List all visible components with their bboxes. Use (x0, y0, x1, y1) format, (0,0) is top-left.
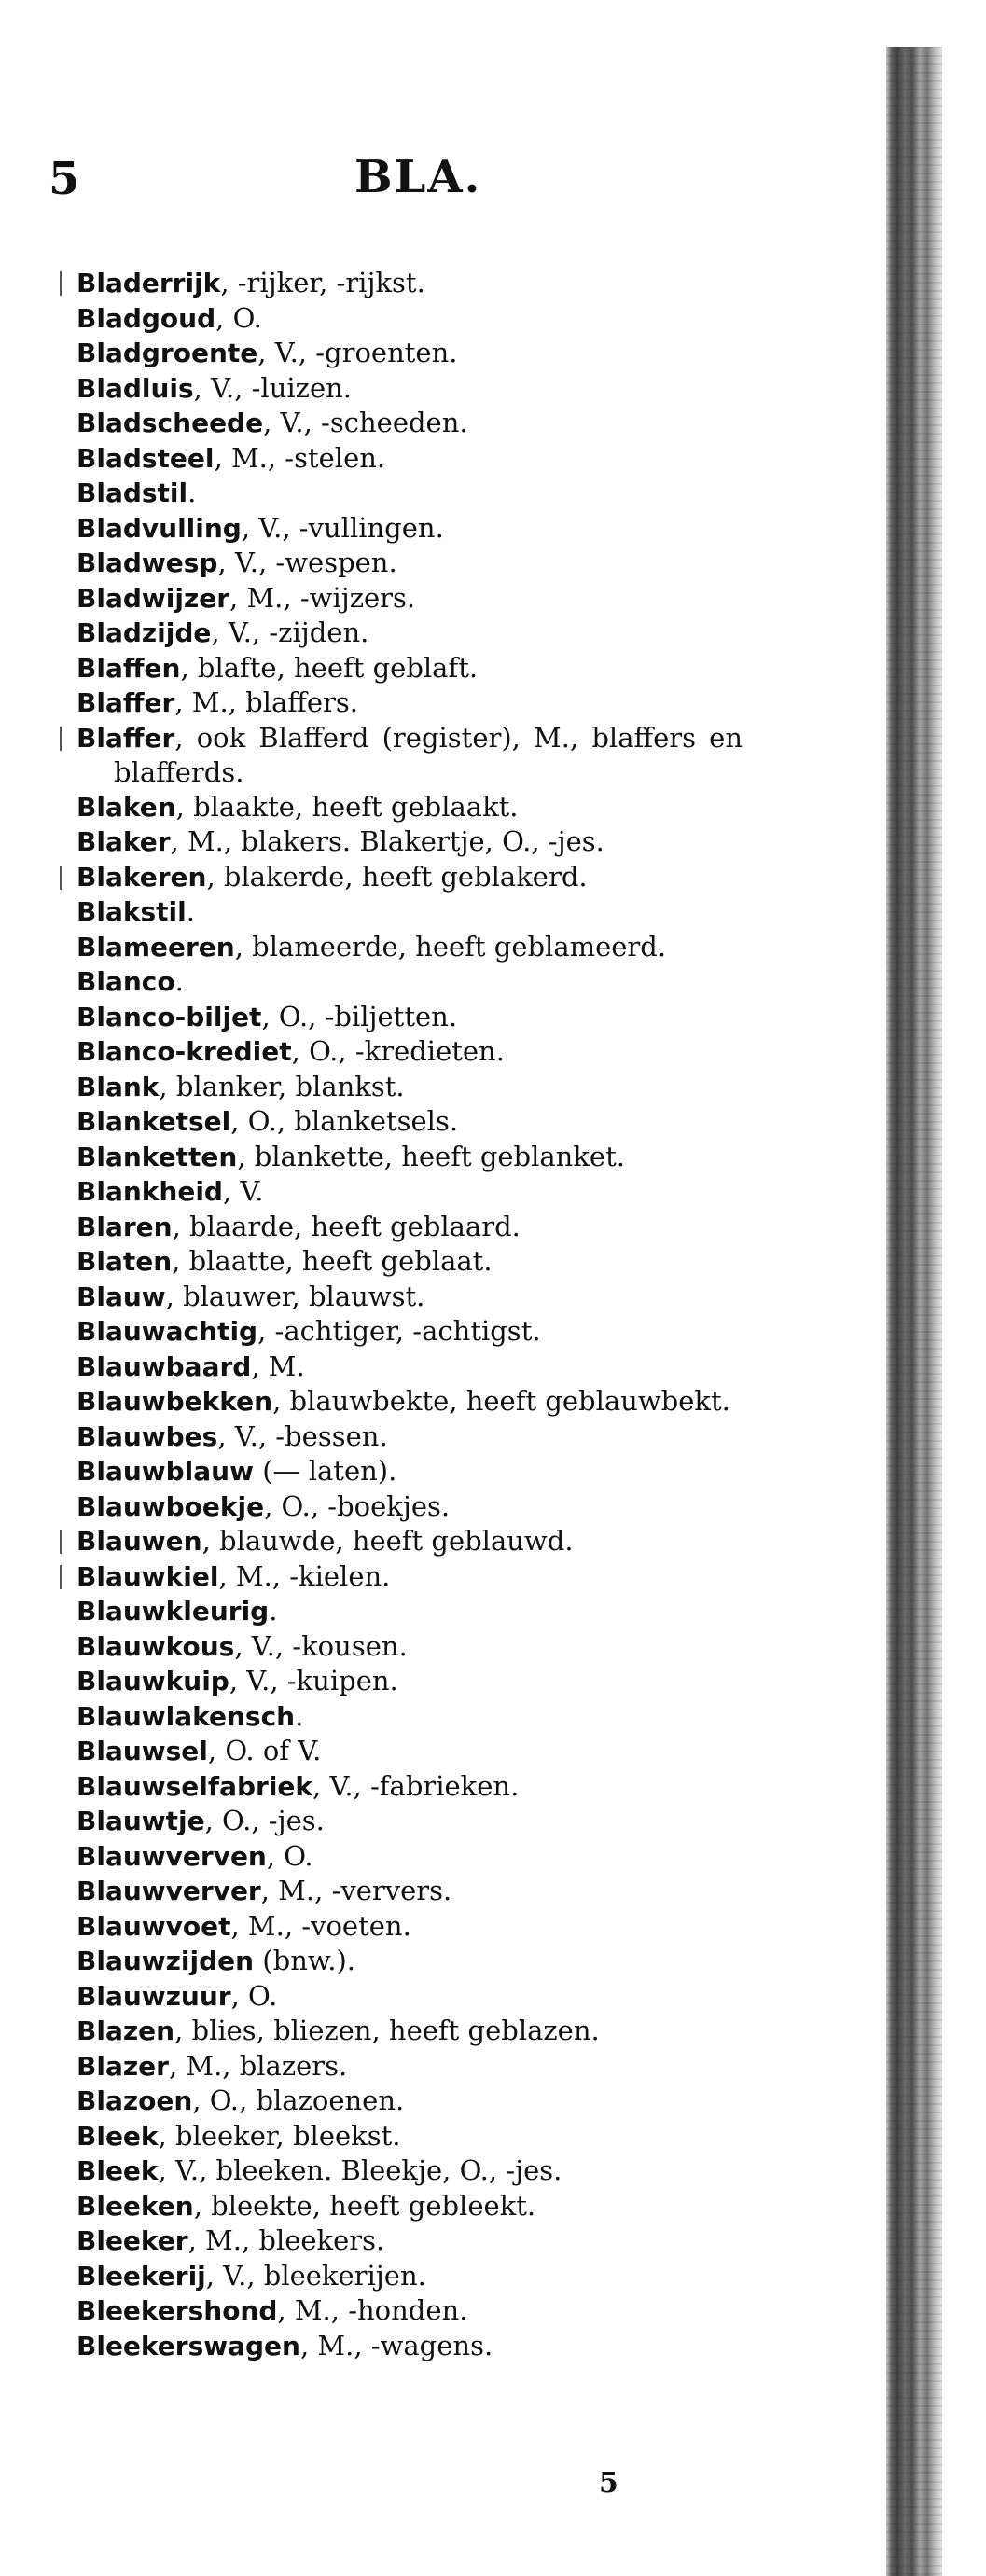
dictionary-entry (76, 1559, 743, 1595)
dictionary-entry (76, 1350, 743, 1385)
entry-headword: Bladwijzer (76, 582, 230, 614)
entry-definition: , M., blaffers. (174, 686, 358, 718)
entry-headword: Bladscheede (76, 408, 264, 438)
entry-headword: Blauwbaard (76, 1350, 252, 1382)
entry-definition: , V., -groenten. (257, 337, 458, 368)
entry-definition: , O., blazoenen. (192, 2084, 405, 2116)
entry-headword: Blauwsel (76, 1736, 208, 1766)
entry-headword: Blameeren (76, 931, 235, 963)
dictionary-entry (76, 721, 743, 790)
entry-headword: Bleeken (76, 2190, 194, 2222)
dictionary-entry (76, 1804, 743, 1839)
dictionary-entry (76, 1909, 743, 1945)
entry-definition: , blafte, heeft geblaft. (180, 651, 479, 684)
entry-definition: . (295, 1699, 304, 1732)
entry-definition: , O., -jes. (204, 1805, 325, 1836)
entry-definition: . (174, 965, 184, 997)
dictionary-entry (76, 1454, 743, 1489)
entry-definition: , blaarde, heeft geblaard. (172, 1210, 521, 1242)
entry-definition: , O. (215, 301, 262, 334)
entry-definition: , M., bleekers. (187, 2224, 385, 2256)
entry-headword: Bladzijde (76, 617, 212, 648)
dictionary-entry (76, 930, 743, 965)
entry-headword: Blaffer (76, 722, 175, 754)
page-binding-edge (886, 47, 942, 2576)
entry-definition: , ook Blafferd (register), M., blaffers en blafferds. (114, 721, 743, 788)
entry-headword: Bladsteel (76, 442, 215, 474)
entry-definition: , O., -boekjes. (264, 1489, 451, 1522)
entry-definition: . (269, 1595, 278, 1627)
entry-definition: , V., bleekerijen. (205, 2259, 426, 2292)
entry-headword: Blauwkous (76, 1630, 235, 1662)
entry-headword: Bleekerij (76, 2260, 206, 2292)
entry-headword: Blakstil (76, 896, 187, 927)
entry-definition: (— laten). (253, 1455, 397, 1487)
dictionary-entry (76, 1210, 743, 1245)
entry-headword: Blanketsel (76, 1106, 231, 1137)
entry-definition: , M., -kielen. (218, 1559, 391, 1592)
dictionary-entry (76, 1420, 743, 1455)
dictionary-entry (76, 2223, 743, 2259)
entry-headword: Blaren (76, 1211, 173, 1242)
dictionary-entry (76, 301, 743, 337)
dictionary-entry (76, 1769, 743, 1805)
entry-headword: Blauwachtig (76, 1316, 258, 1347)
entry-headword: Blanco-biljet (76, 1001, 262, 1032)
dictionary-entry (76, 1594, 743, 1629)
entry-headword: Bladvulling (76, 512, 242, 544)
entry-definition: , V., -fabrieken. (312, 1769, 520, 1802)
dictionary-entry (76, 266, 743, 301)
entry-headword: Blankheid (76, 1176, 223, 1207)
dictionary-entry (76, 1034, 743, 1070)
entry-definition: , O. (266, 1839, 313, 1872)
dictionary-entry (76, 2154, 743, 2189)
dictionary-entry (76, 860, 743, 895)
entry-definition: , V., -scheeden. (263, 407, 468, 438)
dictionary-entry (76, 2119, 743, 2154)
entry-definition: , blies, bliezen, heeft geblazen. (174, 2015, 600, 2046)
entry-definition: , M., -stelen. (214, 441, 386, 474)
entry-definition: , V., bleeken. Bleekje, O., -jes. (158, 2154, 562, 2186)
entry-headword: Bleek (76, 2120, 159, 2152)
dictionary-entry (76, 1280, 743, 1315)
dictionary-entry (76, 1699, 743, 1735)
dictionary-entry (76, 476, 743, 511)
entry-headword: Blauwvoet (76, 1910, 231, 1942)
entry-definition: , blanker, blankst. (159, 1070, 405, 1102)
entry-headword: Blakeren (76, 861, 207, 893)
entry-definition: , blauwer, blauwst. (165, 1280, 425, 1312)
dictionary-entry (76, 2189, 743, 2224)
dictionary-entry (76, 511, 743, 547)
running-head: BLA. (354, 151, 482, 203)
entry-headword: Blauwkuip (76, 1666, 229, 1697)
entry-headword: Blauwselfabriek (76, 1770, 313, 1802)
dictionary-entry (76, 1489, 743, 1525)
dictionary-entry (76, 546, 743, 581)
entry-definition: , M., -wijzers. (229, 581, 416, 614)
entry-headword: Blanco (76, 966, 175, 997)
entry-definition: , O., -kredieten. (291, 1035, 505, 1067)
entry-headword: Blank (76, 1071, 160, 1102)
dictionary-entry (76, 894, 743, 930)
page-number-top: 5 (49, 153, 80, 205)
entry-headword: Blauwzijden (76, 1946, 255, 1976)
entry-headword: Blauwkleurig (76, 1596, 270, 1627)
dictionary-entry (76, 1104, 743, 1140)
entry-definition: . (187, 477, 197, 508)
entry-headword: Bladwesp (76, 547, 218, 578)
entry-headword: Blazoen (76, 2085, 193, 2116)
entry-headword: Bleekershond (76, 2295, 278, 2326)
entry-headword: Blaker (76, 826, 171, 857)
entry-headword: Blauw (76, 1281, 166, 1312)
entry-headword: Blauwlakensch (76, 1700, 296, 1732)
entry-definition: , blauwde, heeft geblauwd. (201, 1525, 574, 1557)
dictionary-entry (76, 2259, 743, 2294)
entry-definition: , M., -voeten. (230, 1909, 411, 1942)
dictionary-entry (76, 1384, 743, 1420)
dictionary-entry (76, 616, 743, 651)
dictionary-entry (76, 1174, 743, 1210)
dictionary-entry (76, 1314, 743, 1350)
entry-definition: , blaakte, heeft geblaakt. (175, 790, 519, 823)
dictionary-entry (76, 2293, 743, 2329)
entry-headword: Blanketten (76, 1141, 238, 1172)
entry-definition: , M., -ververs. (260, 1875, 452, 1906)
entry-definition: , blameerde, heeft geblameerd. (234, 930, 667, 963)
dictionary-entry (76, 581, 743, 616)
dictionary-entry (76, 2014, 743, 2049)
dictionary-entry (76, 441, 743, 477)
entry-definition: , blaatte, heeft geblaat. (172, 1245, 493, 1277)
entry-definition: , M., blazers. (168, 2049, 348, 2082)
entry-headword: Blauwbes (76, 1420, 218, 1452)
entry-headword: Blauwverven (76, 1840, 267, 1872)
entry-definition: , -achtiger, -achtigst. (257, 1315, 541, 1347)
entry-headword: Blauwzuur (76, 1980, 231, 2012)
dictionary-entry (76, 2329, 743, 2364)
entry-definition: , O. (230, 1979, 278, 2012)
dictionary-entry (76, 1664, 743, 1699)
entry-headword: Bladerrijk (76, 268, 221, 298)
entry-definition: , O., blanketsels. (230, 1105, 459, 1137)
entry-definition: , blakerde, heeft geblakerd. (206, 860, 588, 893)
entry-headword: Blauwtje (76, 1806, 205, 1836)
dictionary-entry (76, 1944, 743, 1979)
dictionary-entry (76, 1000, 743, 1035)
entry-headword: Blauwboekje (76, 1490, 265, 1522)
entry-headword: Blaffen (76, 652, 181, 684)
entry-headword: Bladgroente (76, 338, 258, 368)
entry-definition: , blankette, heeft geblanket. (237, 1140, 625, 1172)
dictionary-entry (76, 824, 743, 860)
entry-definition: , bleekte, heeft gebleekt. (193, 2189, 536, 2222)
entry-definition: , M., -wagens. (299, 2329, 493, 2361)
entry-headword: Blazer (76, 2050, 169, 2082)
page-number-bottom: 5 (599, 2467, 618, 2500)
dictionary-entry (76, 686, 743, 721)
entry-headword: Blaffer (76, 687, 175, 718)
dictionary-entry-list (76, 266, 743, 2363)
entry-headword: Blaten (76, 1246, 173, 1277)
entry-headword: Blaken (76, 791, 176, 823)
entry-definition: , V., -kuipen. (229, 1665, 398, 1697)
dictionary-entry (76, 964, 743, 1000)
dictionary-entry (76, 1070, 743, 1105)
entry-definition: , V., -kousen. (234, 1629, 408, 1662)
dictionary-entry (76, 1140, 743, 1175)
dictionary-entry (76, 406, 743, 441)
entry-headword: Blauwblauw (76, 1456, 254, 1487)
entry-definition: , V., -bessen. (217, 1420, 388, 1452)
entry-headword: Bleeker (76, 2225, 188, 2256)
dictionary-entry (76, 651, 743, 686)
entry-headword: Bleek (76, 2155, 159, 2186)
entry-definition: . (186, 895, 195, 927)
entry-headword: Bladstil (76, 478, 188, 508)
dictionary-entry (76, 790, 743, 825)
dictionary-entry (76, 1979, 743, 2015)
entry-headword: Bladgoud (76, 302, 216, 334)
entry-definition: , V., -vullingen. (241, 511, 444, 544)
entry-definition: , M., blakers. Blakertje, O., -jes. (170, 825, 604, 857)
entry-headword: Blauwverver (76, 1876, 261, 1906)
entry-definition: , V., -zijden. (211, 616, 369, 648)
entry-headword: Bladluis (76, 372, 194, 404)
dictionary-entry (76, 1874, 743, 1909)
entry-definition: (bnw.). (254, 1945, 355, 1976)
dictionary-entry (76, 2084, 743, 2119)
dictionary-entry (76, 1524, 743, 1559)
dictionary-entry (76, 336, 743, 371)
entry-headword: Blauwbekken (76, 1386, 273, 1417)
entry-definition: , M. (251, 1350, 305, 1382)
entry-headword: Blauwkiel (76, 1560, 219, 1592)
dictionary-entry (76, 1839, 743, 1875)
entry-definition: , M., -honden. (277, 2294, 468, 2326)
dictionary-entry (76, 1734, 743, 1769)
entry-headword: Bleekerswagen (76, 2330, 300, 2361)
dictionary-entry (76, 1244, 743, 1280)
entry-headword: Blazen (76, 2015, 175, 2046)
entry-definition: , O. of V. (207, 1735, 322, 1766)
entry-headword: Blauwen (76, 1526, 202, 1557)
entry-definition: , V. (222, 1175, 264, 1207)
entry-definition: , V., -luizen. (193, 371, 352, 404)
entry-definition: , blauwbekte, heeft geblauwbekt. (272, 1385, 730, 1417)
entry-definition: , -rijker, -rijkst. (220, 267, 425, 298)
entry-definition: , O., -biljetten. (261, 1000, 458, 1032)
entry-definition: , bleeker, bleekst. (158, 2119, 401, 2152)
dictionary-entry (76, 371, 743, 407)
entry-headword: Blanco-krediet (76, 1036, 292, 1067)
entry-definition: , V., -wespen. (217, 547, 397, 578)
dictionary-entry (76, 2049, 743, 2084)
dictionary-entry (76, 1629, 743, 1665)
